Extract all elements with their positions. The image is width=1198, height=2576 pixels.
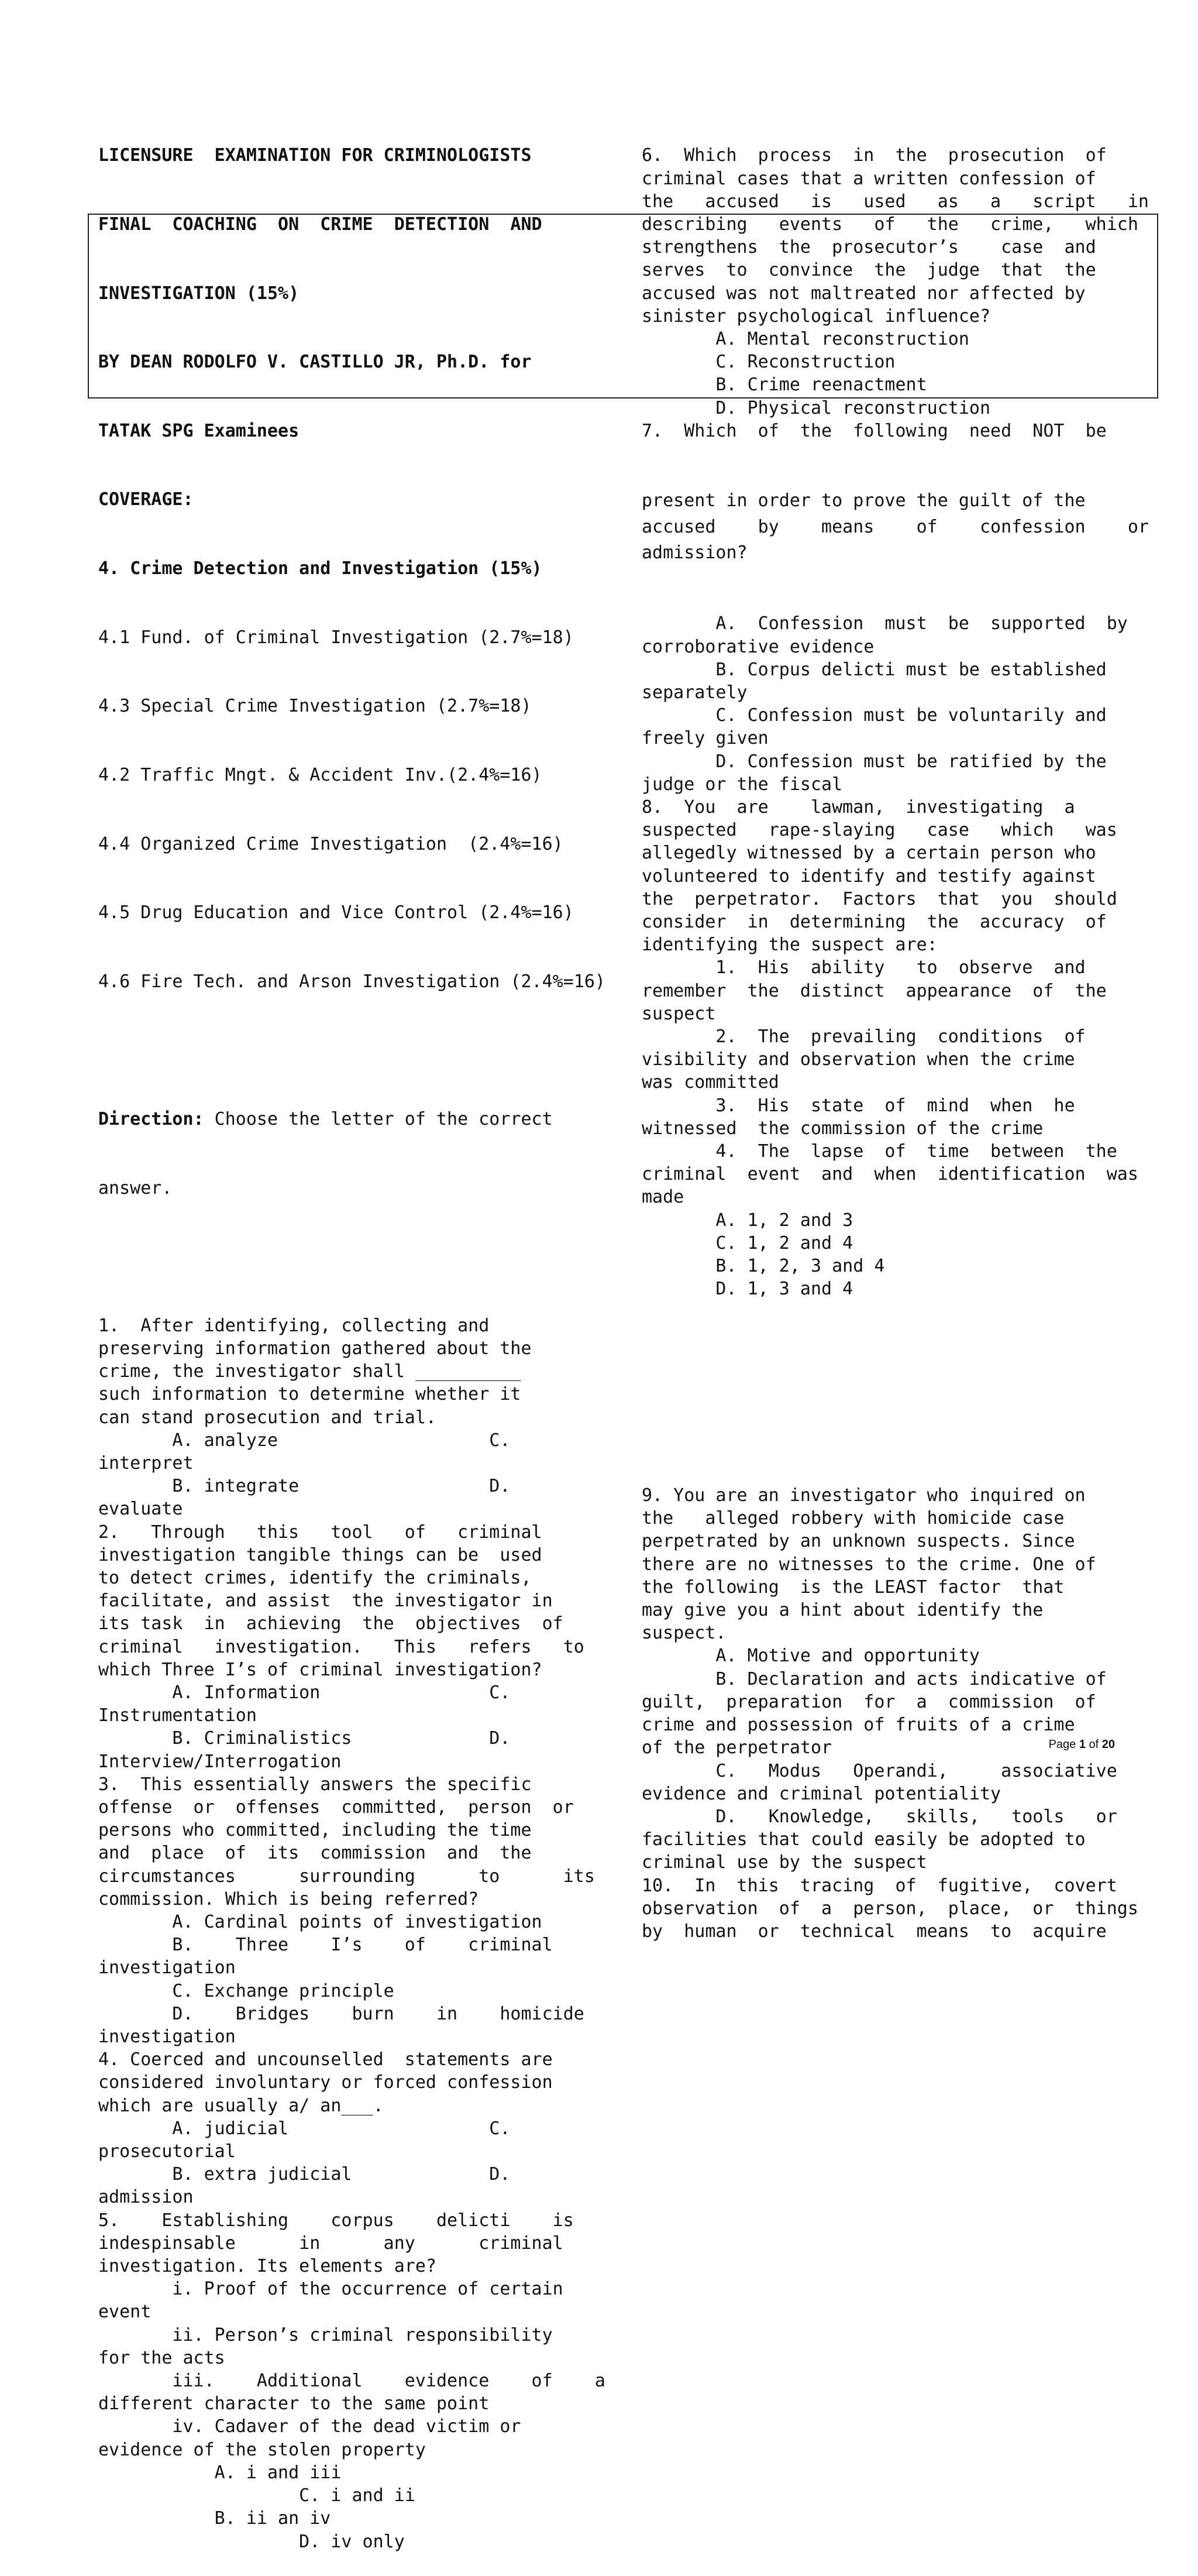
text-line: A. Mental reconstruction bbox=[642, 329, 969, 350]
text-line: volunteered to identify and testify against bbox=[642, 865, 1096, 887]
coverage-item: 4.4 Organized Crime Investigation (2.4%=16) bbox=[98, 833, 563, 854]
text-line: admission bbox=[98, 2187, 194, 2208]
text-line: can stand prosecution and trial. bbox=[98, 1407, 436, 1428]
right-questions-top bbox=[642, 144, 1149, 442]
text-line: B. Criminalistics D. bbox=[98, 1728, 511, 1749]
page-number: 1 bbox=[1079, 1738, 1086, 1751]
text-line: separately bbox=[642, 682, 748, 703]
text-line: accused was not maltreated nor affected by bbox=[642, 283, 1086, 304]
text-line: accused by means of confession or bbox=[642, 516, 1149, 537]
text-line: its task in achieving the objectives of bbox=[98, 1613, 563, 1634]
text-line: was committed bbox=[642, 1072, 779, 1093]
text-line: 7. Which of the following need NOT be bbox=[642, 420, 1107, 441]
text-line: and place of its commission and the bbox=[98, 1843, 532, 1864]
text-line: interpret bbox=[98, 1452, 194, 1474]
text-line: D. Knowledge, skills, tools or bbox=[642, 1806, 1117, 1827]
text-line: guilt, preparation for a commission of bbox=[642, 1691, 1096, 1712]
text-line: crime, the investigator shall __________ bbox=[98, 1361, 521, 1382]
text-line: visibility and observation when the crime bbox=[642, 1049, 1075, 1070]
text-line: judge or the fiscal bbox=[642, 774, 843, 795]
text-line: A. Information C. bbox=[98, 1682, 511, 1703]
right-questions-tall bbox=[642, 488, 1149, 566]
text-line: i. Proof of the occurrence of certain bbox=[98, 2279, 563, 2300]
text-line: 2. Through this tool of criminal bbox=[98, 1521, 542, 1543]
text-line: remember the distinct appearance of the bbox=[642, 980, 1107, 1001]
right-column bbox=[642, 98, 1149, 1966]
text-line: B. extra judicial D. bbox=[98, 2164, 511, 2185]
text-line: 10. In this tracing of fugitive, covert bbox=[642, 1875, 1117, 1896]
text-line: to detect crimes, identify the criminals, bbox=[98, 1567, 532, 1588]
text-line: investigation tangible things can be used bbox=[98, 1544, 542, 1565]
text-line: B. Corpus delicti must be established bbox=[642, 659, 1107, 680]
text-line: B. Three I’s of criminal bbox=[98, 1935, 553, 1956]
text-line: may give you a hint about identify the bbox=[642, 1600, 1044, 1621]
text-line: there are no witnesses to the crime. One of bbox=[642, 1554, 1096, 1575]
text-line: allegedly witnessed by a certain person who bbox=[642, 843, 1096, 864]
text-line: such information to determine whether it bbox=[98, 1384, 521, 1405]
text-line: perpetrated by an unknown suspects. Since bbox=[642, 1531, 1075, 1552]
text-line: investigation bbox=[98, 2027, 236, 2048]
text-line: D. iv only bbox=[98, 2531, 405, 2552]
text-line: offense or offenses committed, person or bbox=[98, 1797, 574, 1818]
direction-label: Direction: bbox=[98, 1108, 204, 1129]
text-line: prosecutorial bbox=[98, 2141, 236, 2162]
text-line: circumstances surrounding to its bbox=[98, 1866, 595, 1887]
text-line: B. Crime reenactment bbox=[642, 375, 927, 396]
text-line: A. i and iii bbox=[98, 2462, 342, 2483]
text-line: D. 1, 3 and 4 bbox=[642, 1279, 853, 1300]
coverage-item: 4.3 Special Crime Investigation (2.7%=18) bbox=[98, 696, 532, 717]
page-word: Page bbox=[1048, 1738, 1079, 1751]
coverage-title: COVERAGE: bbox=[98, 489, 194, 510]
text-line: 3. His state of mind when he bbox=[642, 1095, 1075, 1116]
text-line: identifying the suspect are: bbox=[642, 935, 938, 956]
text-line: iii. Additional evidence of a bbox=[98, 2371, 605, 2392]
text-line: evidence of the stolen property bbox=[98, 2439, 426, 2460]
text-line: 6. Which process in the prosecution of bbox=[642, 145, 1107, 166]
text-line: 5. Establishing corpus delicti is bbox=[98, 2210, 574, 2231]
text-line: freely given bbox=[642, 728, 769, 749]
page-total: 20 bbox=[1101, 1738, 1115, 1751]
text-line: A. Confession must be supported by bbox=[642, 613, 1128, 634]
coverage-item: 4.5 Drug Education and Vice Control (2.4%=16) bbox=[98, 902, 574, 923]
text-line: the alleged robbery with homicide case bbox=[642, 1508, 1065, 1529]
right-questions-bottom bbox=[642, 1484, 1138, 1943]
left-questions bbox=[98, 1314, 605, 2553]
text-line: A. Cardinal points of investigation bbox=[98, 1912, 542, 1933]
text-line: admission? bbox=[642, 542, 748, 564]
text-line: strengthens the prosecutor’s case and bbox=[642, 237, 1096, 258]
header-line: INVESTIGATION (15%) bbox=[98, 283, 300, 304]
text-line: event bbox=[98, 2302, 152, 2323]
text-line: C. Confession must be voluntarily and bbox=[642, 705, 1107, 726]
text-line: indespinsable in any criminal bbox=[98, 2232, 563, 2254]
header-line: FINAL COACHING ON CRIME DETECTION AND bbox=[98, 214, 542, 235]
text-line: made bbox=[642, 1187, 684, 1208]
text-line: of the perpetrator bbox=[642, 1737, 832, 1758]
text-line: C. i and ii bbox=[98, 2485, 415, 2506]
text-line: suspect. bbox=[642, 1623, 727, 1644]
text-line: persons who committed, including the time bbox=[98, 1820, 532, 1841]
text-line: B. ii an iv bbox=[98, 2508, 331, 2529]
of-word: of bbox=[1085, 1738, 1102, 1751]
text-line: facilitate, and assist the investigator in bbox=[98, 1591, 553, 1612]
text-line: evidence and criminal potentiality bbox=[642, 1783, 1001, 1804]
text-line: 1. His ability to observe and bbox=[642, 957, 1086, 978]
text-line: serves to convince the judge that the bbox=[642, 260, 1096, 281]
text-line: for the acts bbox=[98, 2347, 225, 2368]
text-line: describing events of the crime, which bbox=[642, 214, 1138, 235]
text-line: facilities that could easily be adopted to bbox=[642, 1829, 1086, 1850]
text-line: A. analyze C. bbox=[98, 1430, 511, 1451]
direction-text: Choose the letter of the correct bbox=[204, 1108, 553, 1129]
text-line: the perpetrator. Factors that you should bbox=[642, 888, 1117, 909]
text-line: sinister psychological influence? bbox=[642, 305, 991, 327]
text-line: investigation bbox=[98, 1957, 236, 1979]
text-line: different character to the same point bbox=[98, 2393, 490, 2414]
text-line: 1. After identifying, collecting and bbox=[98, 1315, 490, 1336]
text-line: corroborative evidence bbox=[642, 636, 875, 657]
text-line: B. integrate D. bbox=[98, 1476, 511, 1497]
text-line: 3. This essentially answers the specific bbox=[98, 1774, 532, 1795]
text-line: witnessed the commission of the crime bbox=[642, 1118, 1044, 1139]
text-line: Instrumentation bbox=[98, 1705, 257, 1726]
text-line: C. Exchange principle bbox=[98, 1980, 394, 2001]
text-line: crime and possession of fruits of a crime bbox=[642, 1715, 1075, 1736]
text-line: Interview/Interrogation bbox=[98, 1751, 342, 1772]
text-line: commission. Which is being referred? bbox=[98, 1888, 479, 1909]
text-line: the following is the LEAST factor that bbox=[642, 1576, 1065, 1598]
text-line: 2. The prevailing conditions of bbox=[642, 1026, 1086, 1047]
text-line: which are usually a/ an___. bbox=[98, 2095, 384, 2116]
text-line: investigation. Its elements are? bbox=[98, 2256, 436, 2277]
coverage-item: 4.1 Fund. of Criminal Investigation (2.7%=18) bbox=[98, 627, 574, 648]
text-line: D. Physical reconstruction bbox=[642, 397, 991, 418]
text-line: C. Modus Operandi, associative bbox=[642, 1760, 1117, 1781]
coverage-heading: 4. Crime Detection and Investigation (15%) bbox=[98, 558, 542, 579]
text-line: A. 1, 2 and 3 bbox=[642, 1210, 853, 1231]
text-line: B. Declaration and acts indicative of bbox=[642, 1668, 1107, 1689]
left-column bbox=[98, 98, 605, 2576]
coverage-item: 4.2 Traffic Mngt. & Accident Inv.(2.4%=16) bbox=[98, 764, 542, 785]
text-line: 9. You are an investigator who inquired on bbox=[642, 1485, 1086, 1506]
header-line: BY DEAN RODOLFO V. CASTILLO JR, Ph.D. for bbox=[98, 352, 532, 373]
text-line: ii. Person’s criminal responsibility bbox=[98, 2324, 553, 2345]
text-line: iv. Cadaver of the dead victim or bbox=[98, 2416, 521, 2437]
header-line: LICENSURE EXAMINATION FOR CRIMINOLOGISTS bbox=[98, 145, 532, 166]
text-line: present in order to prove the guilt of the bbox=[642, 490, 1086, 511]
coverage-item: 4.6 Fire Tech. and Arson Investigation (2.4%=16) bbox=[98, 971, 605, 992]
text-line: suspect bbox=[642, 1003, 716, 1024]
text-line: C. 1, 2 and 4 bbox=[642, 1232, 853, 1253]
text-line: criminal cases that a written confession of bbox=[642, 168, 1096, 189]
text-line: observation of a person, place, or things bbox=[642, 1898, 1138, 1919]
right-questions-mid bbox=[642, 612, 1138, 1300]
text-line: A. Motive and opportunity bbox=[642, 1646, 980, 1667]
text-line: A. judicial C. bbox=[98, 2118, 511, 2139]
direction-text-cont: answer. bbox=[98, 1177, 173, 1198]
direction bbox=[98, 1108, 587, 1131]
text-line: by human or technical means to acquire bbox=[642, 1921, 1107, 1942]
text-line: D. Confession must be ratified by the bbox=[642, 751, 1107, 772]
text-line: evaluate bbox=[98, 1499, 183, 1520]
text-line: criminal investigation. This refers to bbox=[98, 1636, 584, 1657]
header-line: TATAK SPG Examinees bbox=[98, 420, 300, 441]
text-line: the accused is used as a script in bbox=[642, 191, 1149, 212]
text-line: considered involuntary or forced confession bbox=[98, 2072, 553, 2093]
text-line: criminal event and when identification was bbox=[642, 1164, 1138, 1185]
text-line: B. 1, 2, 3 and 4 bbox=[642, 1256, 885, 1277]
text-line: suspected rape-slaying case which was bbox=[642, 820, 1117, 841]
text-line: 4. The lapse of time between the bbox=[642, 1141, 1117, 1162]
text-line: which Three I’s of criminal investigation? bbox=[98, 1659, 542, 1680]
text-line: consider in determining the accuracy of bbox=[642, 912, 1107, 932]
text-line: C. Reconstruction bbox=[642, 352, 896, 373]
page-footer bbox=[1049, 1738, 1115, 1751]
text-line: criminal use by the suspect bbox=[642, 1852, 927, 1873]
text-line: preserving information gathered about the bbox=[98, 1338, 532, 1359]
text-line: 8. You are lawman, investigating a bbox=[642, 796, 1075, 818]
text-line: 4. Coerced and uncounselled statements are bbox=[98, 2049, 553, 2070]
text-line: D. Bridges burn in homicide bbox=[98, 2003, 584, 2024]
